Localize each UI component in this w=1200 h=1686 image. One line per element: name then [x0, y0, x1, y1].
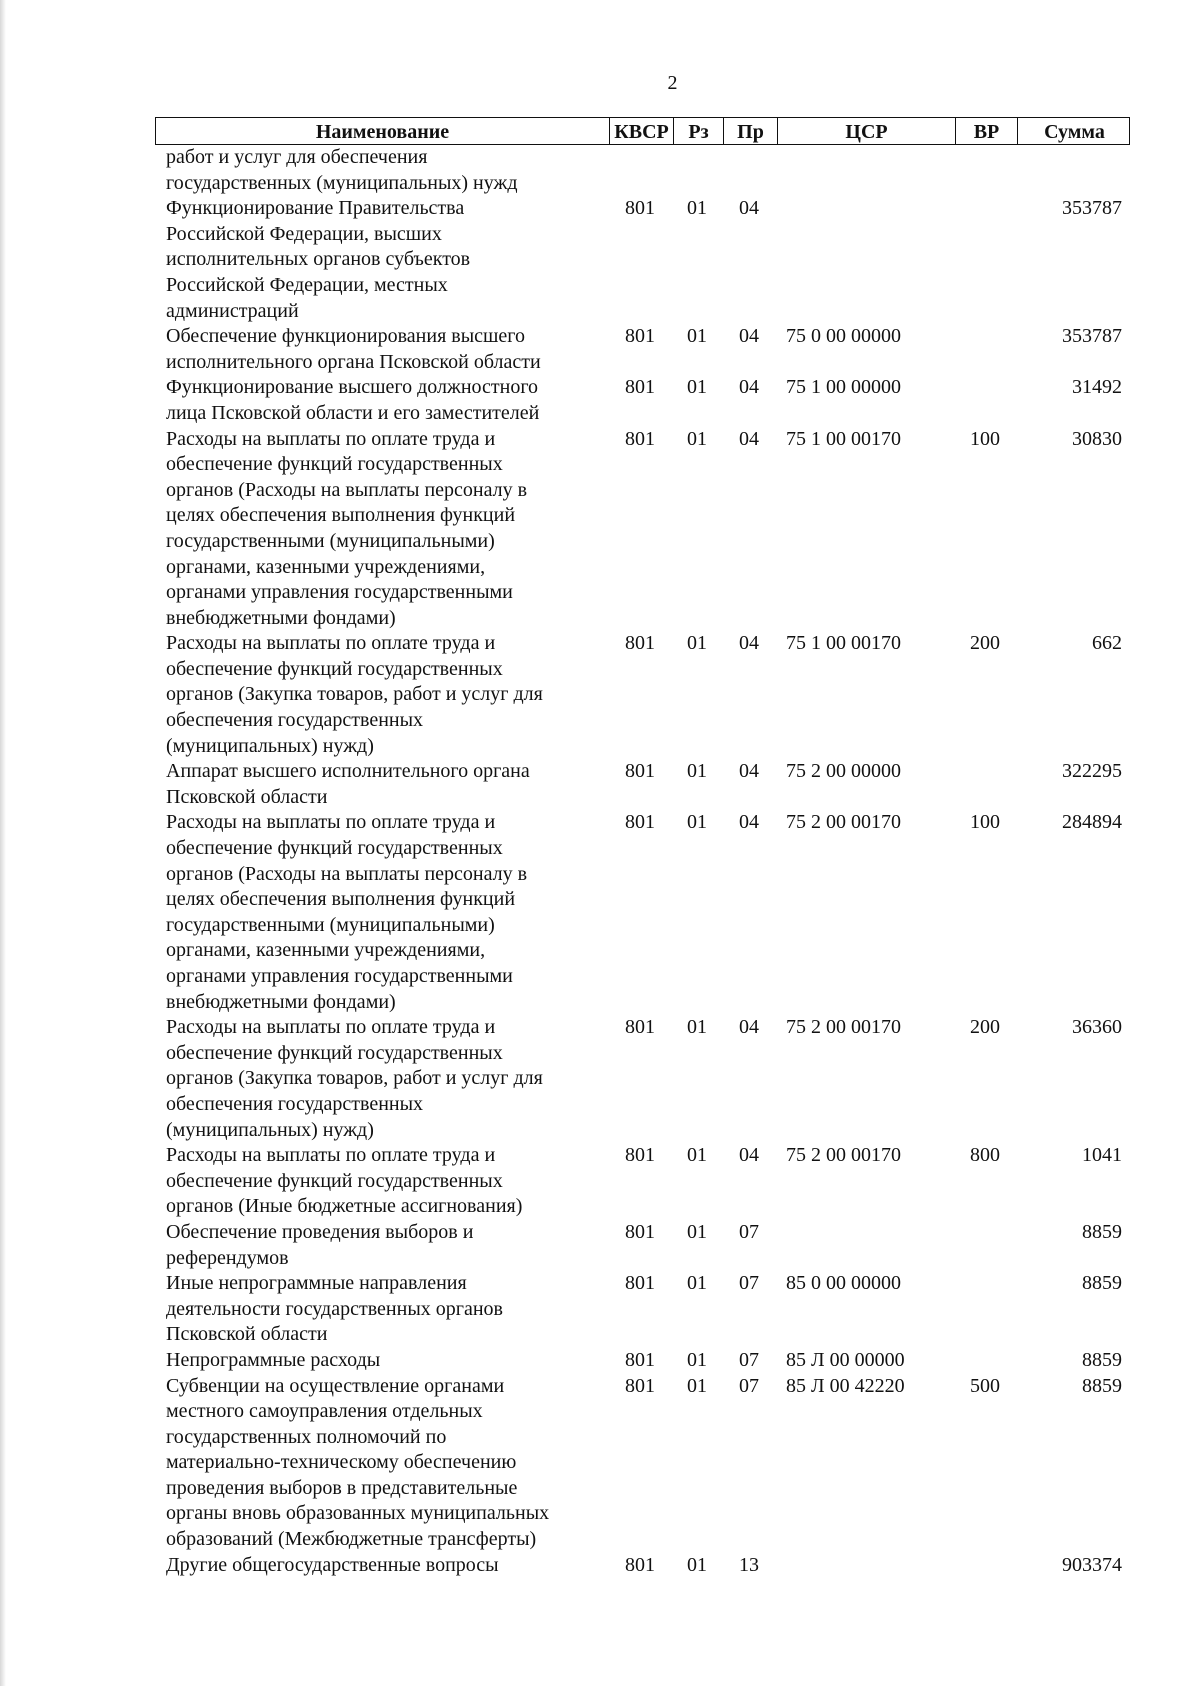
header-rz: Рз [673, 118, 723, 144]
cell-pr: 07 [739, 1272, 759, 1295]
cell-kvsr: 801 [625, 427, 655, 450]
cell-vr: 800 [970, 1144, 1000, 1167]
cell-vr [954, 1348, 1016, 1374]
cell-vr: 100 [970, 427, 1000, 450]
header-name: Наименование [315, 121, 450, 143]
cell-vr: 500 [970, 1374, 1000, 1397]
cell-pr: 04 [739, 1016, 759, 1039]
cell-pr [722, 145, 776, 196]
cell-csr [776, 145, 954, 196]
cell-kvsr: 801 [625, 1553, 655, 1576]
table-row [155, 759, 1130, 810]
cell-pr: 04 [739, 197, 759, 220]
cell-name: Функционирование высшего должностного лица Псковской области и его заместителей [166, 376, 540, 424]
header-vr: ВР [955, 118, 1017, 144]
cell-csr: 85 0 00 00000 [786, 1272, 901, 1295]
header-csr: ЦСР [777, 118, 955, 144]
cell-vr [954, 1220, 1016, 1271]
cell-kvsr: 801 [625, 632, 655, 655]
cell-sum: 322295 [1062, 760, 1122, 783]
cell-name: Расходы на выплаты по оплате труда и обеспечение функций государственных органов (Закупка товаров, работ и услуг для обеспечения государственных (муниципальных) нужд) [166, 1016, 543, 1141]
cell-name: Иные непрограммные направления деятельности государственных органов Псковской области [166, 1272, 503, 1346]
cell-vr [954, 1553, 1016, 1579]
cell-sum: 8859 [1082, 1348, 1122, 1371]
cell-kvsr: 801 [625, 376, 655, 399]
cell-rz: 01 [687, 632, 707, 655]
cell-sum: 353787 [1062, 325, 1122, 348]
table-row [155, 810, 1130, 1015]
cell-csr: 75 1 00 00170 [786, 427, 901, 450]
cell-name: Обеспечение проведения выборов и референдумов [166, 1220, 474, 1269]
cell-name: Расходы на выплаты по оплате труда и обеспечение функций государственных органов (Иные бюджетные ассигнования) [166, 1144, 523, 1218]
cell-rz: 01 [687, 325, 707, 348]
cell-vr [954, 324, 1016, 375]
cell-name: Другие общегосударственные вопросы [166, 1553, 499, 1576]
cell-rz: 01 [687, 376, 707, 399]
table-row [155, 427, 1130, 632]
header-kvsr: КВСР [609, 118, 673, 144]
cell-kvsr [608, 145, 672, 196]
cell-vr [954, 759, 1016, 810]
table-row [155, 1143, 1130, 1220]
cell-rz: 01 [687, 1553, 707, 1576]
table-row [155, 1348, 1130, 1374]
table-row [155, 1220, 1130, 1271]
cell-pr: 04 [739, 811, 759, 834]
cell-csr: 75 1 00 00170 [786, 632, 901, 655]
cell-sum: 8859 [1082, 1272, 1122, 1295]
cell-vr [954, 1271, 1016, 1348]
cell-sum: 30830 [1072, 427, 1122, 450]
cell-rz: 01 [687, 427, 707, 450]
cell-vr: 200 [970, 632, 1000, 655]
cell-name: Расходы на выплаты по оплате труда и обеспечение функций государственных органов (Расходы на выплаты персоналу в целях обеспечения выполнения функций государственными (муниципальными) органами, казенными учреждениями, органами управления государственными внебюджетными фондами) [166, 427, 528, 629]
cell-rz: 01 [687, 197, 707, 220]
cell-csr: 75 1 00 00000 [786, 376, 901, 399]
cell-csr: 85 Л 00 42220 [786, 1374, 905, 1397]
cell-kvsr: 801 [625, 811, 655, 834]
cell-sum: 662 [1092, 632, 1122, 655]
cell-kvsr: 801 [625, 1220, 655, 1243]
cell-vr [954, 145, 1016, 196]
cell-name: Непрограммные расходы [166, 1348, 381, 1371]
cell-name: Обеспечение функционирования высшего исполнительного органа Псковской области [166, 325, 541, 373]
cell-name: Субвенции на осуществление органами местного самоуправления отдельных государственных полномочий по материально-техническому обеспечению проведения выборов в представительные органы вновь образованных муниципальных образований (Межбюджетные трансферты) [166, 1374, 550, 1551]
cell-rz: 01 [687, 1374, 707, 1397]
cell-sum: 353787 [1062, 197, 1122, 220]
cell-csr [776, 1220, 954, 1271]
cell-rz: 01 [687, 1144, 707, 1167]
cell-kvsr: 801 [625, 197, 655, 220]
cell-pr: 07 [739, 1374, 759, 1397]
table-row [155, 1374, 1130, 1553]
cell-sum: 284894 [1062, 811, 1122, 834]
table-row [155, 375, 1130, 426]
cell-csr: 85 Л 00 00000 [786, 1348, 905, 1371]
cell-rz: 01 [687, 1016, 707, 1039]
header-sum: Сумма [1017, 118, 1131, 144]
scan-edge [0, 0, 6, 1686]
cell-csr: 75 2 00 00170 [786, 811, 901, 834]
cell-vr: 100 [970, 811, 1000, 834]
cell-pr: 04 [739, 632, 759, 655]
cell-csr [776, 1553, 954, 1579]
cell-sum: 903374 [1062, 1553, 1122, 1576]
cell-kvsr: 801 [625, 325, 655, 348]
header-pr: Пр [723, 118, 777, 144]
cell-csr [776, 196, 954, 324]
cell-sum: 8859 [1082, 1220, 1122, 1243]
cell-sum: 8859 [1082, 1374, 1122, 1397]
page-number: 2 [667, 72, 678, 94]
cell-csr: 75 0 00 00000 [786, 325, 901, 348]
table-header [155, 117, 1130, 145]
cell-name: Расходы на выплаты по оплате труда и обеспечение функций государственных органов (Расходы на выплаты персоналу в целях обеспечения выполнения функций государственными (муниципальными) органами, казенными учреждениями, органами управления государственными внебюджетными фондами) [166, 811, 528, 1013]
table-row [155, 145, 1130, 196]
cell-kvsr: 801 [625, 760, 655, 783]
cell-vr: 200 [970, 1016, 1000, 1039]
cell-rz: 01 [687, 1348, 707, 1371]
table-body [155, 145, 1130, 1578]
cell-name: работ и услуг для обеспечения государственных (муниципальных) нужд [166, 146, 518, 194]
cell-csr: 75 2 00 00000 [786, 760, 901, 783]
cell-pr: 07 [739, 1348, 759, 1371]
cell-vr [954, 196, 1016, 324]
table-row [155, 196, 1130, 324]
cell-rz [672, 145, 722, 196]
table-row [155, 1553, 1130, 1579]
cell-kvsr: 801 [625, 1348, 655, 1371]
cell-pr: 04 [739, 1144, 759, 1167]
cell-sum: 36360 [1072, 1016, 1122, 1039]
cell-kvsr: 801 [625, 1272, 655, 1295]
table-row [155, 324, 1130, 375]
cell-pr: 13 [739, 1553, 759, 1576]
cell-kvsr: 801 [625, 1016, 655, 1039]
cell-sum: 1041 [1082, 1144, 1122, 1167]
cell-pr: 04 [739, 325, 759, 348]
cell-kvsr: 801 [625, 1144, 655, 1167]
cell-rz: 01 [687, 760, 707, 783]
cell-vr [954, 375, 1016, 426]
cell-rz: 01 [687, 1220, 707, 1243]
cell-rz: 01 [687, 1272, 707, 1295]
cell-pr: 04 [739, 376, 759, 399]
cell-sum: 31492 [1072, 376, 1122, 399]
cell-pr: 07 [739, 1220, 759, 1243]
cell-rz: 01 [687, 811, 707, 834]
table-row [155, 631, 1130, 759]
cell-name: Аппарат высшего исполнительного органа Псковской области [166, 760, 530, 808]
cell-name: Расходы на выплаты по оплате труда и обеспечение функций государственных органов (Закупка товаров, работ и услуг для обеспечения государственных (муниципальных) нужд) [166, 632, 543, 757]
cell-name: Функционирование Правительства Российской Федерации, высших исполнительных органов субъектов Российской Федерации, местных администраций [166, 197, 471, 322]
cell-csr: 75 2 00 00170 [786, 1016, 901, 1039]
table-row [155, 1271, 1130, 1348]
cell-pr: 04 [739, 760, 759, 783]
cell-kvsr: 801 [625, 1374, 655, 1397]
table-row [155, 1015, 1130, 1143]
cell-csr: 75 2 00 00170 [786, 1144, 901, 1167]
cell-pr: 04 [739, 427, 759, 450]
cell-sum [1016, 145, 1130, 196]
